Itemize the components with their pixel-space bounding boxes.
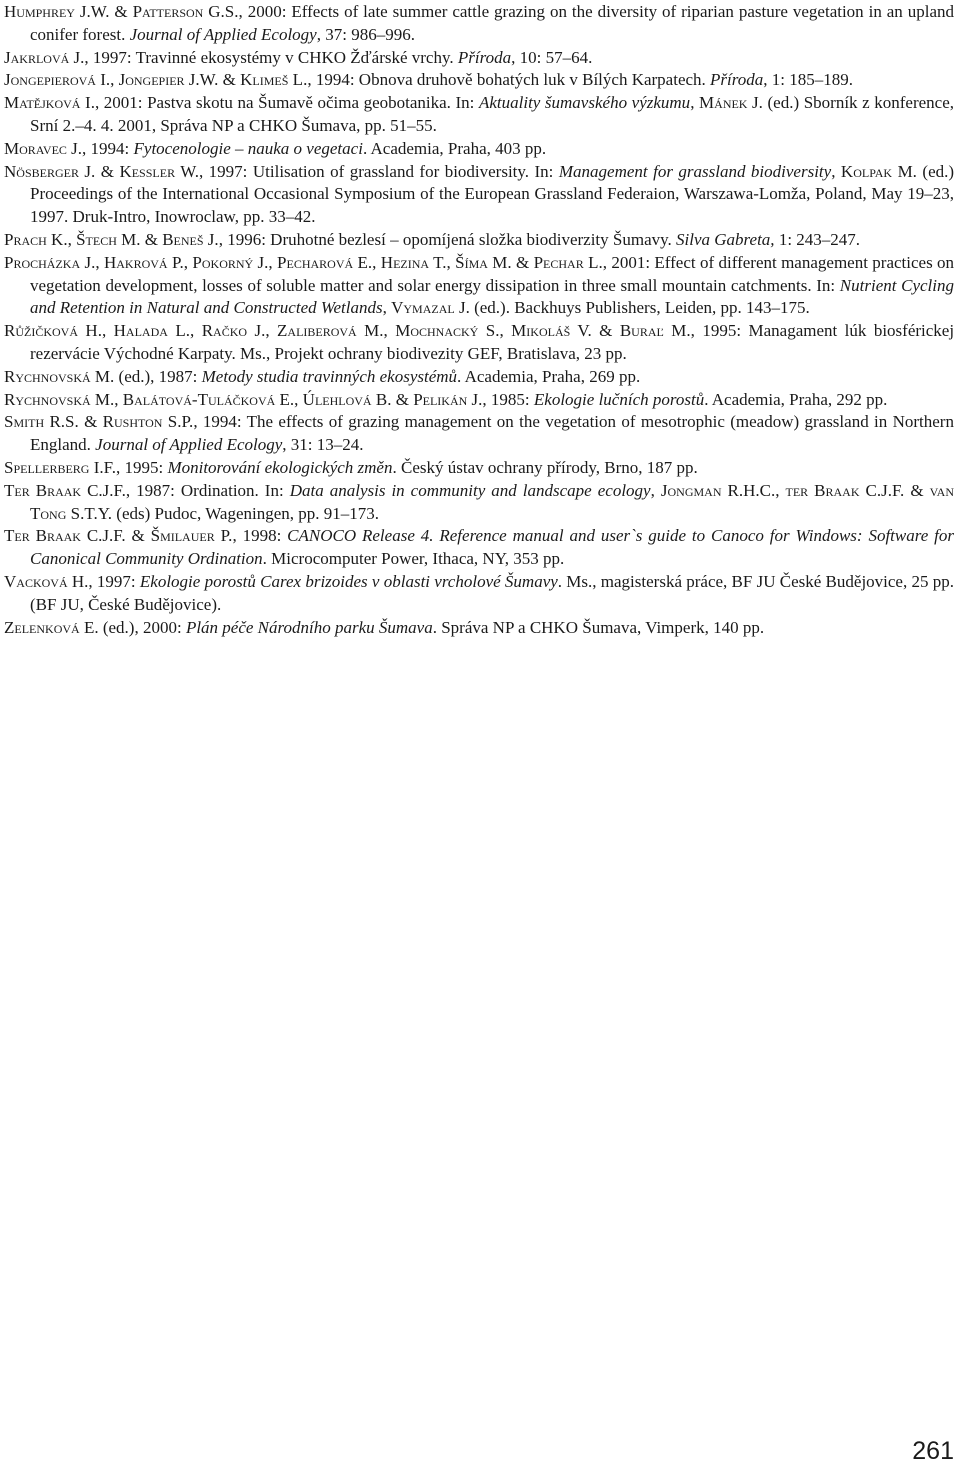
- reference-text: &: [125, 526, 151, 546]
- author-name: Pechar L.: [533, 252, 603, 272]
- author-name: van Tong S.T.Y.: [30, 480, 955, 523]
- author-name: Růžičková H.: [4, 321, 102, 341]
- author-name: Jongman R.H.C.: [660, 480, 776, 500]
- author-name: Halada L.: [113, 321, 190, 341]
- author-name: Pokorný J.: [192, 252, 269, 272]
- author-name: Vymazal J.: [391, 298, 470, 318]
- reference-text: , 1997: Utilisation of grassland for biodiversity. In:: [198, 161, 559, 181]
- reference-text: ,: [690, 93, 700, 113]
- author-name: Buraľ M.: [619, 321, 691, 341]
- reference-text: (ed.) Sborník z konference, Srní 2.–4. 4. 2001, Správa NP a CHKO Šumava, pp. 51–55.: [30, 93, 955, 135]
- author-name: Ter Braak C.J.F.: [4, 526, 126, 546]
- reference-text: ,: [114, 389, 123, 409]
- author-name: Mochnacký S.: [395, 321, 500, 341]
- reference-text: ,: [499, 321, 512, 341]
- publication-title: Journal of Applied Ecology: [129, 24, 317, 44]
- reference-entry: [4, 411, 954, 457]
- publication-title: Silva Gabreta,: [676, 229, 775, 249]
- reference-text: ,: [95, 252, 104, 272]
- author-name: Smith R.S.: [4, 412, 79, 432]
- reference-text: , 1995: Managament lúk biosférickej rezervácie Východné Karpaty. Ms., Projekt ochrany biodivezity GEF, Bratislava, 23 pp.: [30, 321, 955, 363]
- reference-text: ,: [190, 321, 202, 341]
- reference-text: ,: [268, 252, 278, 272]
- author-name: Rychnovská M.: [4, 366, 115, 386]
- reference-text: , 1985:: [482, 389, 534, 409]
- reference-text: , 31: 13–24.: [282, 435, 364, 455]
- reference-text: , 1987: Ordination. In:: [125, 480, 290, 500]
- reference-text: ,: [67, 229, 77, 249]
- author-name: Zelenková E.: [4, 617, 99, 637]
- reference-entry: [4, 161, 954, 229]
- author-name: Štech M.: [76, 229, 141, 249]
- publication-title: Fytocenologie – nauka o vegetaci: [133, 138, 363, 158]
- author-name: Úlehlová B.: [302, 389, 392, 409]
- reference-text: ,: [265, 321, 278, 341]
- author-name: Jongepier J.W.: [118, 70, 219, 90]
- author-name: Pecharová E.: [277, 252, 373, 272]
- reference-entry: [4, 229, 954, 252]
- author-name: Humphrey J.W.: [4, 2, 110, 21]
- reference-text: . Microcomputer Power, Ithaca, NY, 353 pp.: [262, 549, 565, 569]
- author-name: Matějková I.: [4, 93, 95, 113]
- author-name: Jakrlová J.: [4, 47, 85, 67]
- reference-text: &: [904, 480, 930, 500]
- reference-text: ,: [372, 252, 381, 272]
- reference-entry: [4, 252, 954, 320]
- author-name: Račko J.: [201, 321, 266, 341]
- reference-text: , 1996: Druhotné bezlesí – opomíjená složka biodiverzity Šumavy.: [218, 229, 677, 249]
- publication-title: Data analysis in community and landscape ecology: [289, 480, 651, 500]
- reference-text: . Správa NP a CHKO Šumava, Vimperk, 140 pp.: [432, 617, 765, 637]
- author-name: Hezina T.: [380, 252, 447, 272]
- author-name: Spellerberg I.F.: [4, 457, 116, 477]
- author-name: Zaliberová M.: [277, 321, 384, 341]
- reference-text: , 2001: Effect of different management practices on vegetation development, losses of soluble matter and solar energy dissipation in three small mountain catchments. In:: [30, 252, 955, 295]
- author-name: Beneš J.: [162, 229, 219, 249]
- reference-text: , 1994:: [82, 138, 134, 158]
- reference-text: &: [218, 70, 241, 90]
- reference-entry: [4, 138, 954, 161]
- publication-title: Příroda: [457, 47, 512, 67]
- reference-text: &: [591, 321, 620, 341]
- reference-entry: [4, 320, 954, 366]
- reference-text: &: [95, 161, 120, 181]
- reference-list: [4, 1, 954, 639]
- reference-text: , 1995:: [115, 457, 168, 477]
- author-name: Procházka J.: [4, 252, 96, 272]
- publication-title: Příroda: [710, 70, 764, 90]
- author-name: Nösberger J.: [4, 161, 96, 181]
- author-name: Jongepierová I.: [4, 70, 111, 90]
- reference-text: &: [140, 229, 163, 249]
- publication-title: Plán péče Národního parku Šumava: [185, 617, 433, 637]
- reference-text: . Academia, Praha, 269 pp.: [457, 366, 641, 386]
- reference-entry: [4, 617, 954, 640]
- reference-text: &: [109, 2, 133, 21]
- reference-text: , 2000: Effects of late summer cattle grazing on the diversity of riparian pasture vegetation in an upland conifer forest.: [30, 2, 954, 44]
- publication-title: Aktuality šumavského výzkumu: [478, 93, 691, 113]
- reference-text: . Ms., magisterská práce, BF JU České Budějovice, 25 pp. (BF JU, České Budějovice).: [30, 571, 954, 614]
- reference-text: &: [391, 389, 414, 409]
- author-name: Rushton S.P.: [102, 412, 194, 432]
- reference-text: , 10: 57–64.: [511, 47, 593, 67]
- reference-text: ,: [383, 321, 396, 341]
- reference-entry: [4, 69, 954, 92]
- publication-title: Management for grassland biodiversity: [558, 161, 832, 181]
- publication-title: Journal of Applied Ecology: [95, 435, 283, 455]
- reference-text: , 1997:: [88, 571, 140, 591]
- publication-title: Nutrient Cycling and Retention in Natural and Constructed Wetlands: [30, 275, 955, 318]
- author-name: Ter Braak C.J.F.: [4, 480, 126, 500]
- author-name: Pelikán J.: [413, 389, 483, 409]
- author-name: Mánek J.: [699, 93, 763, 113]
- reference-text: , 2001: Pastva skotu na Šumavě očima geobotanika. In:: [94, 93, 479, 113]
- reference-entry: [4, 525, 954, 571]
- reference-text: (ed.), 2000:: [98, 617, 186, 637]
- publication-title: CANOCO Release 4. Reference manual and user`s guide to Canoco for Windows: Software for Canonical Community Ordination: [30, 526, 954, 569]
- reference-text: , 1994: Obnova druhově bohatých luk v Bílých Karpatech.: [307, 70, 711, 90]
- reference-text: (eds) Pudoc, Wageningen, pp. 91–173.: [112, 503, 380, 523]
- reference-text: &: [511, 252, 534, 272]
- reference-text: (ed.) Proceedings of the International Occasional Symposium of the European Grassland Federaion, Warszawa-Lomža, Poland, May 19–23, 1997. Druk-Intro, Inowroclaw, pp. 33–42.: [30, 161, 955, 227]
- reference-text: ,: [382, 298, 392, 318]
- reference-entry: [4, 366, 954, 389]
- author-name: Kolpak M.: [840, 161, 917, 181]
- reference-text: , 1: 185–189.: [763, 70, 853, 90]
- publication-title: Metody studia travinných ekosystémů: [201, 366, 458, 386]
- reference-text: 1: 243–247.: [774, 229, 861, 249]
- author-name: Balátová-Tuláčková E.: [122, 389, 295, 409]
- reference-text: ,: [775, 480, 786, 500]
- author-name: Vacková H.: [4, 571, 89, 591]
- reference-text: (ed.). Backhuys Publishers, Leiden, pp. 143–175.: [469, 298, 810, 318]
- author-name: Mikoláš V.: [511, 321, 592, 341]
- reference-text: &: [78, 412, 103, 432]
- reference-text: ,: [101, 321, 114, 341]
- reference-text: ,: [183, 252, 193, 272]
- reference-text: . Academia, Praha, 403 pp.: [362, 138, 547, 158]
- reference-text: , 1998:: [232, 526, 288, 546]
- publication-title: Ekologie porostů Carex brizoides v oblasti vrcholové Šumavy: [139, 571, 558, 591]
- page-number: 261: [912, 1437, 954, 1465]
- reference-entry: [4, 47, 954, 70]
- reference-text: , 1997: Travinné ekosystémy v CHKO Žďárské vrchy.: [84, 47, 458, 67]
- reference-text: (ed.), 1987:: [114, 366, 202, 386]
- reference-text: , 37: 986–996.: [316, 24, 415, 44]
- author-name: Kessler W.: [119, 161, 199, 181]
- reference-entry: [4, 1, 954, 47]
- reference-text: . Academia, Praha, 292 pp.: [704, 389, 888, 409]
- reference-text: ,: [294, 389, 303, 409]
- reference-entry: [4, 389, 954, 412]
- publication-title: Monitorování ekologických změn: [167, 457, 393, 477]
- reference-entry: [4, 457, 954, 480]
- author-name: Šíma M.: [455, 252, 512, 272]
- reference-text: ,: [831, 161, 841, 181]
- reference-text: . Český ústav ochrany přírody, Brno, 187 pp.: [392, 457, 698, 477]
- reference-entry: [4, 480, 954, 526]
- author-name: Hakrová P.: [103, 252, 184, 272]
- reference-text: ,: [650, 480, 661, 500]
- author-name: ter Braak C.J.F.: [785, 480, 905, 500]
- author-name: Rychnovská M.: [4, 389, 115, 409]
- reference-text: ,: [446, 252, 456, 272]
- author-name: Moravec J.: [4, 138, 83, 158]
- author-name: Prach K.: [4, 229, 68, 249]
- author-name: Klimeš L.: [240, 70, 308, 90]
- author-name: Šmilauer P.: [150, 526, 233, 546]
- reference-text: ,: [110, 70, 119, 90]
- reference-entry: [4, 571, 954, 617]
- reference-text: , 1994: The effects of grazing management on the vegetation of mesotrophic (meadow) grassland in Northern England.: [30, 412, 954, 455]
- publication-title: Ekologie lučních porostů: [533, 389, 705, 409]
- author-name: Patterson G.S.: [132, 2, 239, 21]
- reference-entry: [4, 92, 954, 138]
